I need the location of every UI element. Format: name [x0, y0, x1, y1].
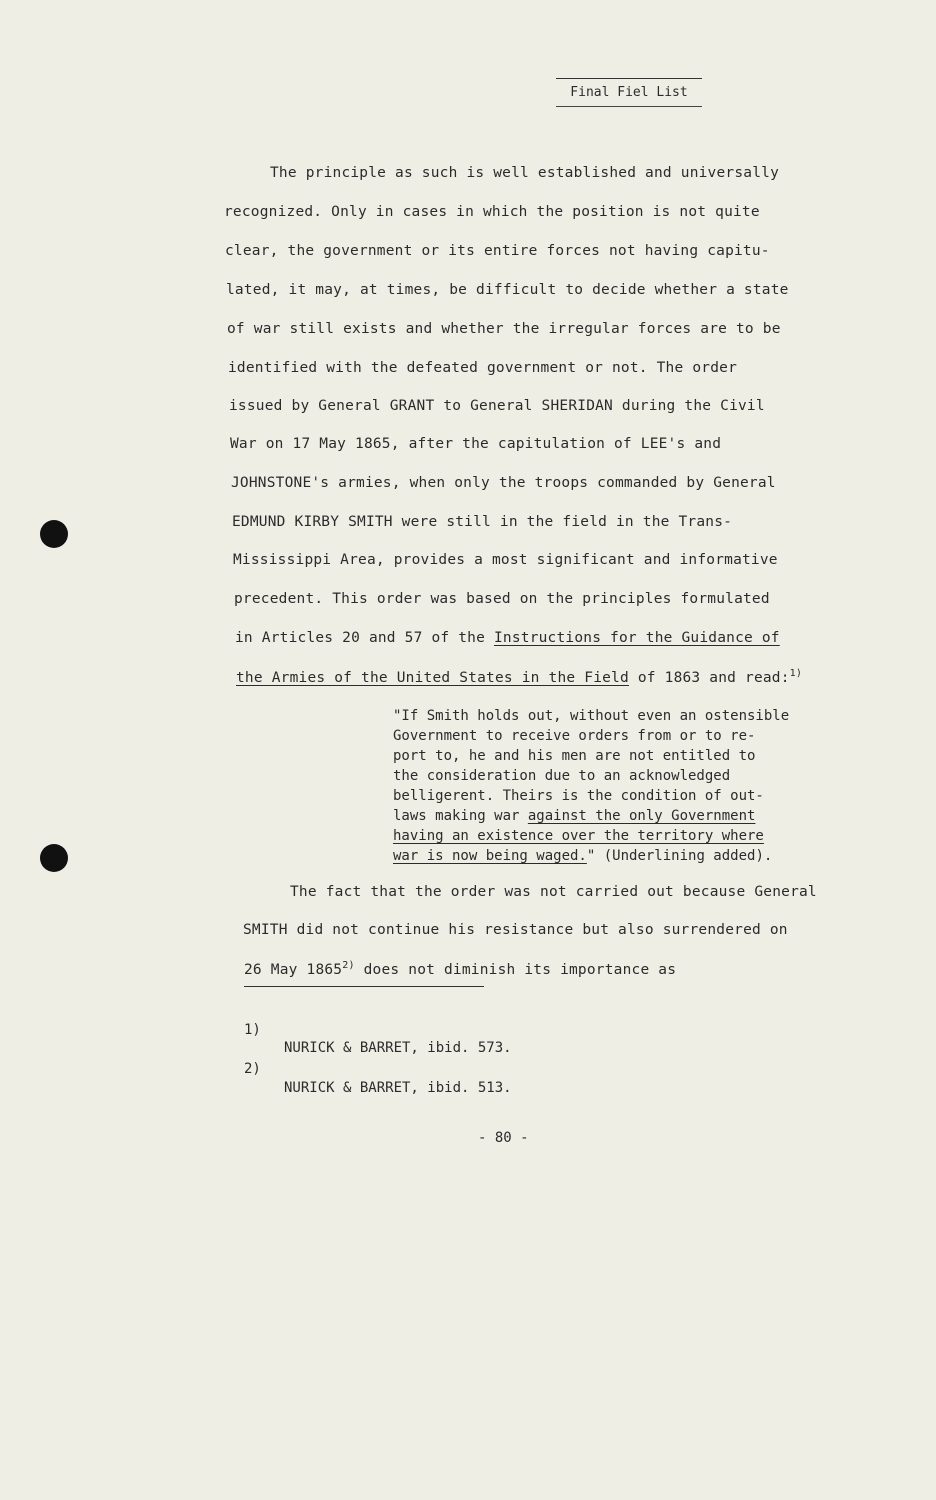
body-line: EDMUND KIRBY SMITH were still in the field in the Trans-: [232, 514, 733, 530]
footnote-divider: [244, 986, 484, 987]
quote-line: "If Smith holds out, without even an ostensible: [393, 708, 790, 724]
footnote-text-2: NURICK & BARRET, ibid. 513.: [284, 1080, 512, 1096]
quote-line: belligerent. Theirs is the condition of out-: [393, 788, 764, 804]
body-line: The principle as such is well established and universally: [270, 165, 779, 181]
quote-line: Government to receive orders from or to re-: [393, 728, 756, 744]
document-title-part2: the Armies of the United States in the Field: [236, 669, 629, 686]
document-title-part1: Instructions for the Guidance of: [493, 630, 780, 646]
underlined-text: having an existence over the territory where: [393, 828, 764, 844]
body-line: issued by General GRANT to General SHERIDAN during the Civil: [229, 398, 765, 414]
body-line: War on 17 May 1865, after the capitulation of LEE's and: [230, 436, 722, 452]
footnote-ref-1: 1): [789, 668, 803, 679]
body-line: JOHNSTONE's armies, when only the troops commanded by General: [231, 475, 776, 491]
footnote-mark-1: 1): [244, 1022, 261, 1038]
body-line: lated, it may, at times, be difficult to decide whether a state: [226, 282, 789, 298]
body-line: [235, 630, 780, 646]
line-text: in Articles 20 and 57 of the: [235, 630, 494, 646]
underlined-text: war is now being waged.: [393, 848, 587, 864]
footnote-text-1: NURICK & BARRET, ibid. 573.: [284, 1040, 512, 1056]
punch-hole: [40, 520, 68, 548]
underlined-text: against the only Government: [527, 808, 756, 824]
footnote-ref-2: 2): [342, 960, 355, 971]
quote-text: " (Underlining added).: [586, 848, 773, 864]
quote-text: laws making war: [393, 808, 528, 824]
body-line: SMITH did not continue his resistance but also surrendered on: [243, 922, 788, 938]
footnote-mark-2: 2): [244, 1061, 261, 1077]
body-line: identified with the defeated government or not. The order: [228, 360, 737, 376]
quote-line: the consideration due to an acknowledged: [393, 768, 731, 784]
line-text: of 1863 and read:: [628, 669, 790, 686]
body-line: [236, 668, 802, 686]
body-line: [244, 960, 676, 978]
quote-line: [393, 806, 755, 826]
body-line: recognized. Only in cases in which the position is not quite: [224, 204, 760, 220]
body-line: of war still exists and whether the irregular forces are to be: [227, 321, 781, 337]
line-text: does not diminish its importance as: [354, 961, 677, 978]
body-line: clear, the government or its entire forces not having capitu-: [225, 243, 770, 259]
punch-hole: [40, 844, 68, 872]
page-number: - 80 -: [478, 1130, 529, 1146]
quote-line: [393, 846, 772, 866]
header-rule-top: [556, 78, 702, 79]
header: [556, 78, 702, 107]
body-line: The fact that the order was not carried out because General: [290, 884, 817, 900]
quote-line: [393, 826, 764, 846]
line-text: 26 May 1865: [244, 961, 343, 978]
header-rule-bottom: [556, 106, 702, 107]
quote-line: port to, he and his men are not entitled to: [393, 748, 756, 764]
body-line: precedent. This order was based on the principles formulated: [234, 591, 770, 607]
body-line: Mississippi Area, provides a most significant and informative: [233, 552, 778, 568]
header-text: Final Fiel List: [570, 85, 688, 100]
